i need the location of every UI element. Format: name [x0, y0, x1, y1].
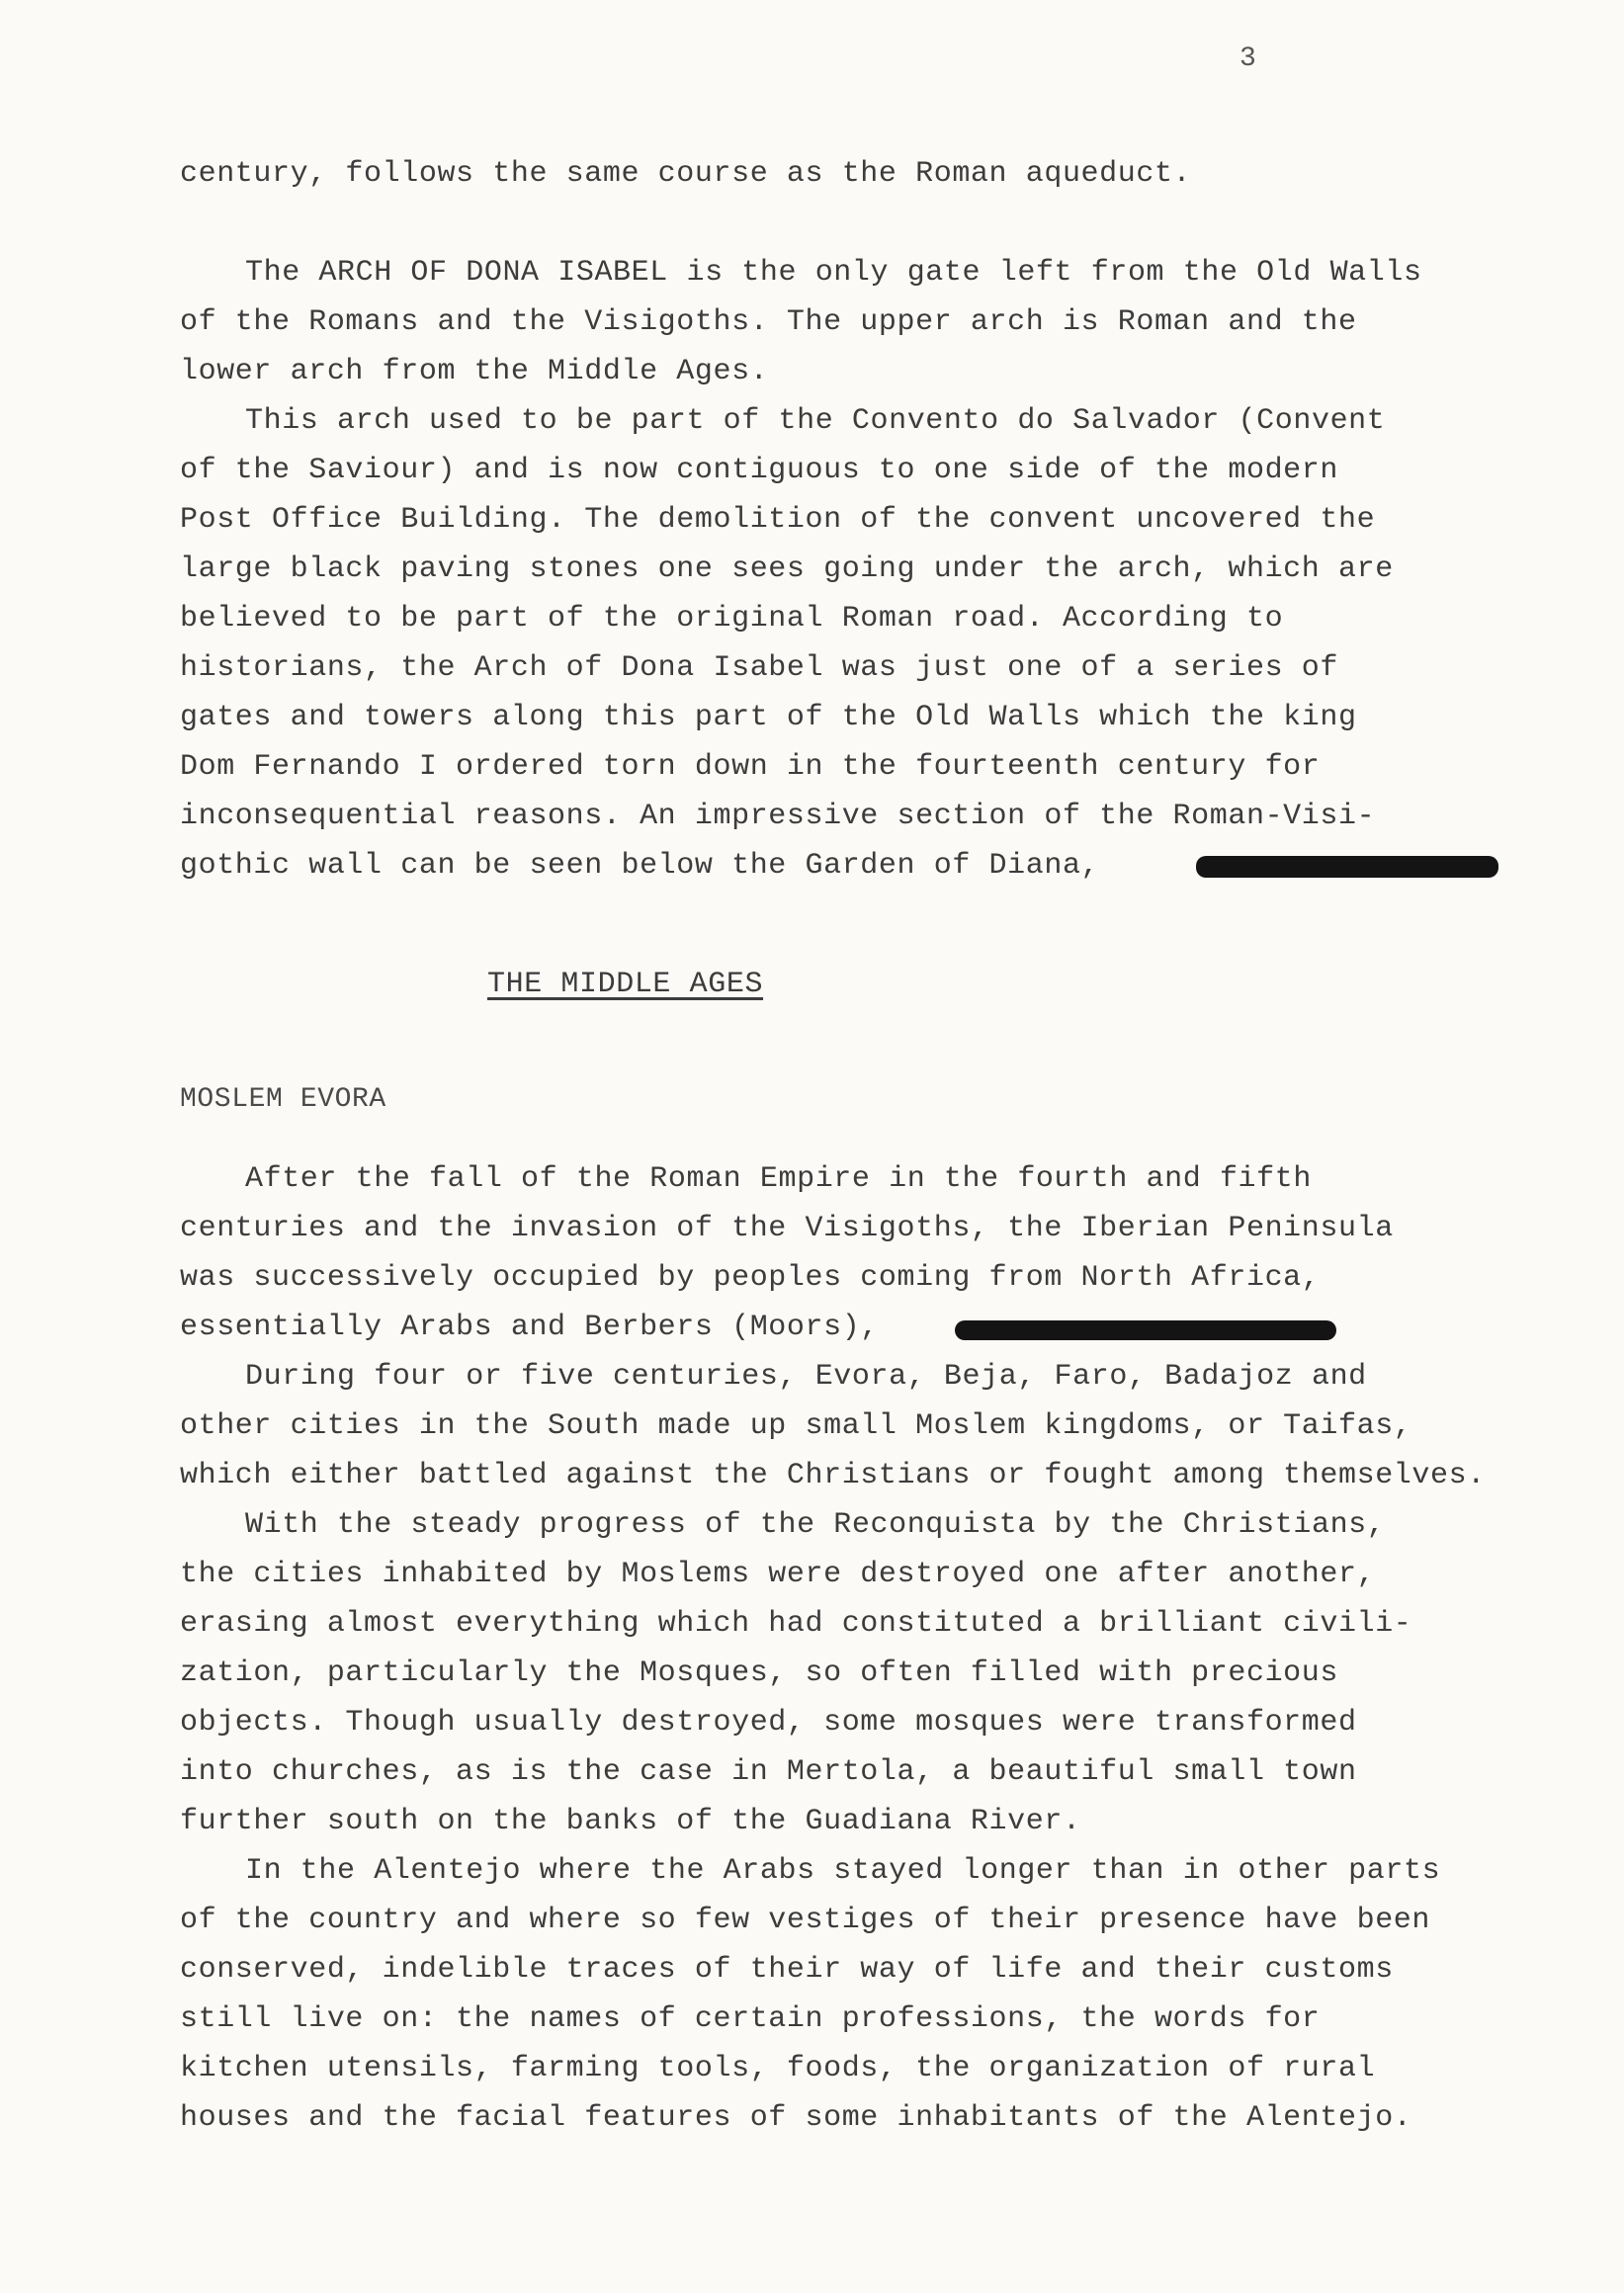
- text-line: which either battled against the Christians or fought among themselves.: [180, 1459, 1486, 1492]
- text-line: Dom Fernando I ordered torn down in the fourteenth century for: [180, 750, 1321, 784]
- text-line: After the fall of the Roman Empire in the fourth and fifth: [245, 1162, 1312, 1196]
- text-line: gates and towers along this part of the Old Walls which the king: [180, 701, 1357, 734]
- text-line: still live on: the names of certain professions, the words for: [180, 2002, 1321, 2036]
- text-line: the cities inhabited by Moslems were destroyed one after another,: [180, 1558, 1376, 1591]
- text-line: This arch used to be part of the Convento do Salvador (Convent: [245, 404, 1386, 438]
- text-line: large black paving stones one sees going under the arch, which are: [180, 552, 1394, 586]
- text-line: historians, the Arch of Dona Isabel was just one of a series of: [180, 651, 1338, 685]
- text-line: centuries and the invasion of the Visigoths, the Iberian Peninsula: [180, 1212, 1394, 1245]
- subsection-heading: MOSLEM EVORA: [180, 1084, 386, 1115]
- text-line: In the Alentejo where the Arabs stayed longer than in other parts: [245, 1854, 1441, 1888]
- section-heading: THE MIDDLE AGES: [487, 968, 764, 1001]
- text-line: With the steady progress of the Reconquista by the Christians,: [245, 1508, 1386, 1542]
- redaction-mark: [1196, 856, 1498, 878]
- text-line: erasing almost everything which had constituted a brilliant civili-: [180, 1607, 1412, 1641]
- text-line: of the Romans and the Visigoths. The upper arch is Roman and the: [180, 305, 1357, 339]
- text-line: further south on the banks of the Guadiana River.: [180, 1805, 1081, 1838]
- text-line: Post Office Building. The demolition of the convent uncovered the: [180, 503, 1376, 537]
- text-line: objects. Though usually destroyed, some mosques were transformed: [180, 1706, 1357, 1740]
- text-line: was successively occupied by peoples coming from North Africa,: [180, 1261, 1321, 1295]
- text-line: lower arch from the Middle Ages.: [180, 355, 769, 388]
- text-line: inconsequential reasons. An impressive section of the Roman-Visi-: [180, 800, 1376, 833]
- text-line: zation, particularly the Mosques, so often filled with precious: [180, 1656, 1338, 1690]
- text-line: conserved, indelible traces of their way of life and their customs: [180, 1953, 1394, 1987]
- text-line: believed to be part of the original Roman road. According to: [180, 602, 1284, 636]
- text-line: into churches, as is the case in Mertola, a beautiful small town: [180, 1755, 1357, 1789]
- text-line: houses and the facial features of some inhabitants of the Alentejo.: [180, 2101, 1412, 2135]
- text-line: During four or five centuries, Evora, Beja, Faro, Badajoz and: [245, 1360, 1367, 1394]
- redaction-mark: [955, 1320, 1336, 1340]
- text-line: other cities in the South made up small Moslem kingdoms, or Taifas,: [180, 1409, 1412, 1443]
- text-line: The ARCH OF DONA ISABEL is the only gate left from the Old Walls: [245, 256, 1422, 290]
- text-line: century, follows the same course as the Roman aqueduct.: [180, 157, 1192, 191]
- text-line: gothic wall can be seen below the Garden of Diana,: [180, 849, 1100, 883]
- text-line: of the Saviour) and is now contiguous to one side of the modern: [180, 454, 1338, 487]
- page-number: 3: [1239, 43, 1256, 74]
- text-line: kitchen utensils, farming tools, foods, the organization of rural: [180, 2052, 1376, 2085]
- text-line: essentially Arabs and Berbers (Moors),: [180, 1311, 879, 1344]
- text-line: of the country and where so few vestiges of their presence have been: [180, 1904, 1430, 1937]
